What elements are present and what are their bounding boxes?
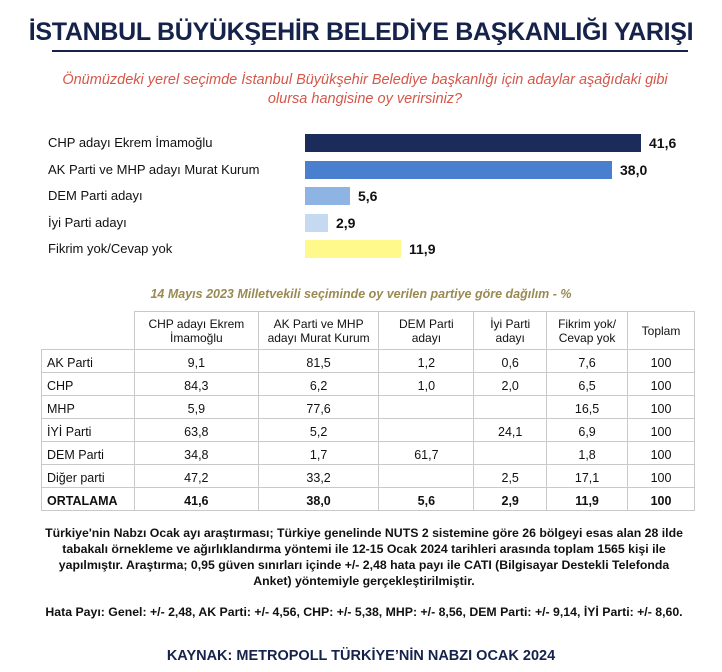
- survey-question: Önümüzdeki yerel seçimde İstanbul Büyükşehir Belediye başkanlığı için adaylar aşağıdaki gibi olursa hangisine oy verirsiniz?: [62, 72, 668, 107]
- table-cell: 38,0: [258, 488, 379, 511]
- bar-0: [305, 134, 641, 152]
- table-cell: 1,8: [547, 442, 628, 465]
- table-cell: 100: [628, 465, 695, 488]
- table-corner: [42, 312, 135, 350]
- table-caption: 14 Mayıs 2023 Milletvekili seçiminde oy verilen partiye göre dağılım - %: [150, 287, 572, 301]
- table-header-row: [42, 312, 695, 350]
- table-cell: 5,6: [379, 488, 474, 511]
- table-cell: 6,9: [547, 419, 628, 442]
- table-cell: 6,5: [547, 373, 628, 396]
- bar-4: [305, 240, 401, 258]
- table-cell: 100: [628, 442, 695, 465]
- column-header-5: Toplam: [628, 312, 695, 350]
- table-cell: 81,5: [258, 350, 379, 373]
- column-header-1: AK Parti ve MHP adayı Murat Kurum: [258, 312, 379, 350]
- table-cell: 9,1: [134, 350, 258, 373]
- table-row: [42, 442, 695, 465]
- table-cell: 5,2: [258, 419, 379, 442]
- row-label: CHP: [42, 373, 135, 396]
- table-cell: 24,1: [474, 419, 547, 442]
- table-cell: 16,5: [547, 396, 628, 419]
- bar-1: [305, 161, 612, 179]
- column-header-2: DEM Parti adayı: [379, 312, 474, 350]
- bar-label-1: AK Parti ve MHP adayı Murat Kurum: [48, 161, 260, 177]
- table-cell: [379, 465, 474, 488]
- table-row: [42, 396, 695, 419]
- bar-label-2: DEM Parti adayı: [48, 188, 143, 203]
- table-cell: [379, 419, 474, 442]
- table-row: [42, 373, 695, 396]
- row-label: MHP: [42, 396, 135, 419]
- table-cell: 33,2: [258, 465, 379, 488]
- table-cell: 1,7: [258, 442, 379, 465]
- table-cell: 2,9: [474, 488, 547, 511]
- table-cell: 63,8: [134, 419, 258, 442]
- table-cell: 0,6: [474, 350, 547, 373]
- table-cell: 77,6: [258, 396, 379, 419]
- table-row: [42, 465, 695, 488]
- title-underline: [52, 50, 688, 52]
- table-cell: 11,9: [547, 488, 628, 511]
- table-cell: 100: [628, 373, 695, 396]
- distribution-table: [41, 311, 695, 511]
- table-cell: 61,7: [379, 442, 474, 465]
- table-cell: 17,1: [547, 465, 628, 488]
- table-cell: 100: [628, 396, 695, 419]
- column-header-4: Fikrim yok/ Cevap yok: [547, 312, 628, 350]
- table-cell: [379, 396, 474, 419]
- bar-value-0: 41,6: [649, 135, 677, 151]
- methodology-note: Türkiye'nin Nabzı Ocak ayı araştırması; Türkiye genelinde NUTS 2 sistemine göre 26 bölgeyi esas alan 28 ilde tabakalı örnekleme ve ağırlıklandırma yöntemi ile 12-15 Ocak 2024 tarihleri arasında toplam 1565 kişi ile yapılmıştır. Araştırma; 0,95 güven sınırları içinde +/- 2,48 hata payı ile CATI (Bilgisayar Destekli Telefonda Anket) yöntemiyle gerçekleştirilmiştir.: [45, 526, 683, 588]
- table-cell: 1,2: [379, 350, 474, 373]
- table-cell: 100: [628, 350, 695, 373]
- row-label: AK Parti: [42, 350, 135, 373]
- table-cell: 1,0: [379, 373, 474, 396]
- table-cell: 100: [628, 419, 695, 442]
- bar-value-2: 5,6: [358, 188, 378, 204]
- column-header-3: İyi Parti adayı: [474, 312, 547, 350]
- table-cell: 84,3: [134, 373, 258, 396]
- table-cell: 6,2: [258, 373, 379, 396]
- table-cell: 5,9: [134, 396, 258, 419]
- row-label: DEM Parti: [42, 442, 135, 465]
- table-cell: 41,6: [134, 488, 258, 511]
- table-row: [42, 350, 695, 373]
- bar-value-1: 38,0: [620, 161, 648, 178]
- table-cell: 2,0: [474, 373, 547, 396]
- row-label: Diğer parti: [42, 465, 135, 488]
- bar-2: [305, 187, 350, 205]
- bar-value-3: 2,9: [336, 214, 356, 231]
- table-row: [42, 419, 695, 442]
- average-row: [42, 488, 695, 511]
- table-cell: 47,2: [134, 465, 258, 488]
- table-cell: [474, 396, 547, 419]
- table-cell: 2,5: [474, 465, 547, 488]
- table-cell: 7,6: [547, 350, 628, 373]
- bar-3: [305, 214, 328, 232]
- table-cell: 100: [628, 488, 695, 511]
- row-label: İYİ Parti: [42, 419, 135, 442]
- error-margins: Hata Payı: Genel: +/- 2,48, AK Parti: +/- 4,56, CHP: +/- 5,38, MHP: +/- 8,56, DEM Parti: +/- 9,14, İYİ Parti: +/- 8,60.: [45, 605, 683, 619]
- table-cell: [474, 442, 547, 465]
- column-header-0: CHP adayı Ekrem İmamoğlu: [134, 312, 258, 350]
- source-credit: KAYNAK: METROPOLL TÜRKİYE’NİN NABZI OCAK 2024: [166, 648, 556, 664]
- bar-label-3: İyi Parti adayı: [48, 214, 127, 230]
- table-cell: 34,8: [134, 442, 258, 465]
- page-title: İSTANBUL BÜYÜKŞEHİR BELEDİYE BAŞKANLIĞI YARIŞI: [28, 18, 694, 46]
- row-label: ORTALAMA: [42, 488, 135, 511]
- bar-label-0: CHP adayı Ekrem İmamoğlu: [48, 135, 213, 150]
- bar-value-4: 11,9: [409, 241, 436, 257]
- bar-label-4: Fikrim yok/Cevap yok: [48, 241, 173, 256]
